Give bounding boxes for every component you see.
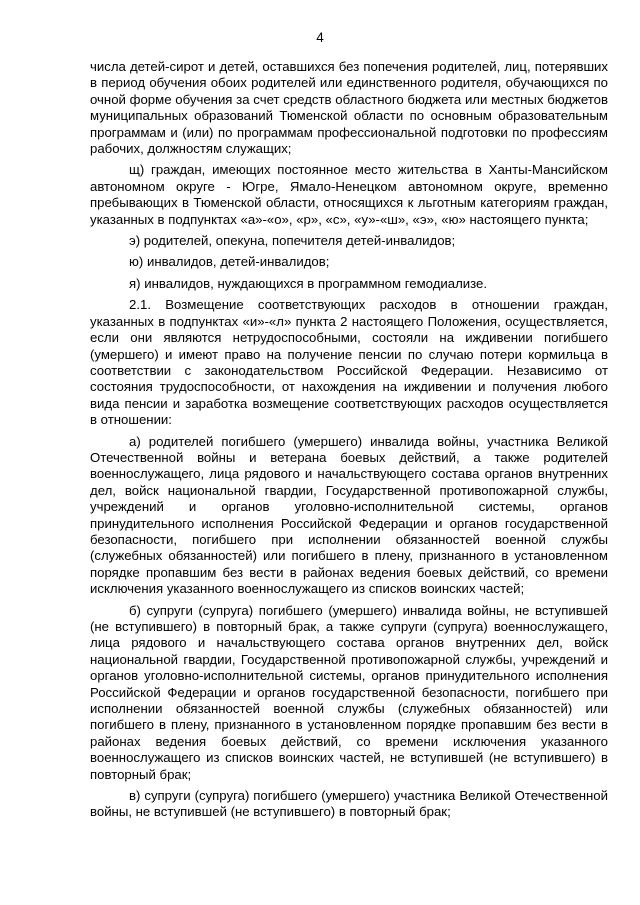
paragraph-v: в) супруги (супруга) погибшего (умершего) участника Великой Отечественной войны, не вступившей (не вступившего) в повторный брак;: [90, 788, 608, 820]
paragraph-continuation: числа детей-сирот и детей, оставшихся без попечения родителей, лиц, потерявших в период обучения обоих родителей или единственного родителя, обучающихся по очной форме обучения за счет средств областного бюджета или местных бюджетов муниципальных образований Тюменской области по основным образовательным программам и (или) по программам профессиональной подготовки по профессиям рабочих, должностям служащих;: [90, 59, 608, 157]
page-number: 4: [316, 30, 324, 45]
paragraph-shch: щ) граждан, имеющих постоянное место жительства в Ханты-Мансийском автономном округе - Югре, Ямало-Ненецком автономном округе, временно пребывающих в Тюменской области, относящихся к льготным категориям граждан, указанных в подпунктах «а»-«о», «р», «с», «у»-«ш», «э», «ю» настоящего пункта;: [90, 162, 608, 227]
paragraph-ya: я) инвалидов, нуждающихся в программном гемодиализе.: [129, 275, 488, 291]
document-body: [90, 59, 608, 821]
paragraph-e: э) родителей, опекуна, попечителя детей-инвалидов;: [129, 233, 456, 249]
paragraph-2-1: 2.1. Возмещение соответствующих расходов в отношении граждан, указанных в подпунктах «и»-«л» пункта 2 настоящего Положения, осуществляется, если они являются нетрудоспособными, состояли на иждивении погибшего (умершего) и имеют право на получение пенсии по случаю потери кормильца в соответствии с законодательством Российской Федерации. Независимо от состояния трудоспособности, от нахождения на иждивении и получения любого вида пенсии и заработка возмещение соответствующих расходов осуществляется в отношении:: [90, 297, 608, 428]
paragraph-a: а) родителей погибшего (умершего) инвалида войны, участника Великой Отечественной войны и ветерана боевых действий, а также родителей военнослужащего, лица рядового и начальствующего состава органов внутренних дел, войск национальной гвардии, Государственной противопожарной службы, учреждений и органов уголовно-исполнительной системы, органов принудительного исполнения Российской Федерации и органов государственной безопасности, погибшего при исполнении обязанностей военной службы (служебных обязанностей) или погибшего в плену, признанного в установленном порядке пропавшим без вести в районах ведения боевых действий, со времени исключения указанного военнослужащего из списков воинских частей;: [90, 433, 608, 597]
paragraph-yu: ю) инвалидов, детей-инвалидов;: [129, 254, 330, 270]
paragraph-b: б) супруги (супруга) погибшего (умершего) инвалида войны, не вступившей (не вступившего) в повторный брак, а также супруги (супруга) военнослужащего, лица рядового и начальствующего состава органов внутренних дел, войск национальной гвардии, Государственной противопожарной службы, учреждений и органов уголовно-исполнительной системы, органов принудительного исполнения Российской Федерации и органов государственной безопасности, погибшего при исполнении обязанностей военной службы (служебных обязанностей) или погибшего в плену, признанного в установленном порядке пропавшим без вести в районах ведения боевых действий, со времени исключения указанного военнослужащего из списков воинских частей, не вступившей (не вступившего) в повторный брак;: [90, 602, 608, 782]
